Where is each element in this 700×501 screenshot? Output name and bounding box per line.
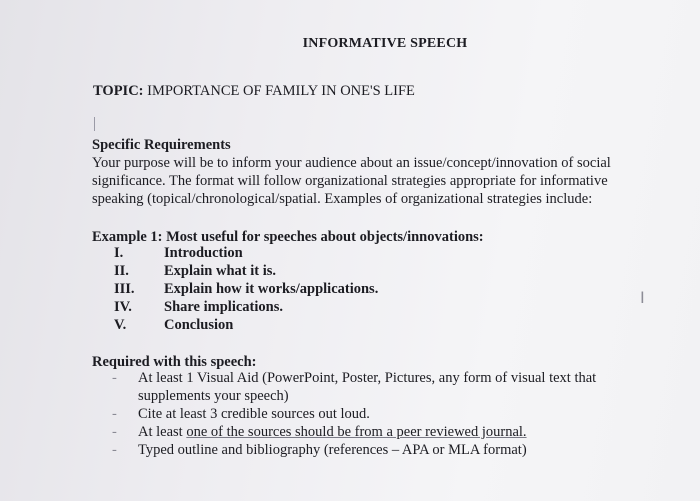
- example-heading: Example 1: Most useful for speeches about objects/innovations:: [92, 229, 484, 245]
- required-list: [112, 369, 612, 459]
- bullet-marker: -: [112, 370, 117, 386]
- requirements-paragraph: Your purpose will be to inform your audience about an issue/concept/innovation of social significance. The format will follow organizational strategies appropriate for informative speaking (topical/chronological/spatial. Examples of organizational strategies include:: [92, 155, 611, 207]
- mouse-ibeam-cursor-icon: I: [640, 288, 645, 307]
- document-title: INFORMATIVE SPEECH: [302, 36, 468, 51]
- text-insertion-cursor: [94, 117, 95, 131]
- outline-text: Share implications.: [164, 299, 283, 315]
- list-item: [112, 405, 612, 423]
- outline-text: Explain how it works/applications.: [164, 281, 379, 297]
- outline-item: [114, 316, 378, 334]
- bullet-marker: -: [112, 406, 117, 422]
- topic-label: TOPIC:: [93, 83, 144, 99]
- requirements-heading: Specific Requirements: [92, 137, 231, 153]
- outline-text: Explain what it is.: [164, 263, 276, 279]
- requirements-section: [92, 136, 652, 208]
- outline-item: [114, 280, 378, 298]
- outline-text: Conclusion: [164, 317, 234, 333]
- list-item: [112, 423, 612, 441]
- bullet-text: [138, 423, 612, 441]
- outline-number: IV.: [114, 299, 132, 315]
- topic-line: [93, 83, 415, 100]
- bullet-text-prefix: At least: [138, 424, 187, 440]
- bullet-text: Typed outline and bibliography (references – APA or MLA format): [138, 442, 527, 458]
- outline-item: [114, 262, 378, 280]
- bullet-text-underlined: one of the sources should be from a peer reviewed journal.: [186, 424, 527, 440]
- outline-number: III.: [114, 281, 135, 297]
- bullet-marker: -: [112, 424, 117, 440]
- required-heading: Required with this speech:: [92, 354, 257, 370]
- bullet-marker: -: [112, 442, 117, 458]
- outline-list: [114, 244, 378, 334]
- outline-number: II.: [114, 263, 129, 279]
- bullet-text: At least 1 Visual Aid (PowerPoint, Poster, Pictures, any form of visual text that supplements your speech): [138, 370, 597, 404]
- list-item: [112, 441, 612, 459]
- outline-text: Introduction: [164, 245, 243, 261]
- outline-item: [114, 244, 378, 262]
- list-item: [112, 369, 612, 405]
- bullet-text: Cite at least 3 credible sources out loud.: [138, 406, 370, 422]
- outline-number: V.: [114, 317, 127, 333]
- outline-item: [114, 298, 378, 316]
- topic-value: IMPORTANCE OF FAMILY IN ONE'S LIFE: [147, 83, 415, 99]
- outline-number: I.: [114, 245, 124, 261]
